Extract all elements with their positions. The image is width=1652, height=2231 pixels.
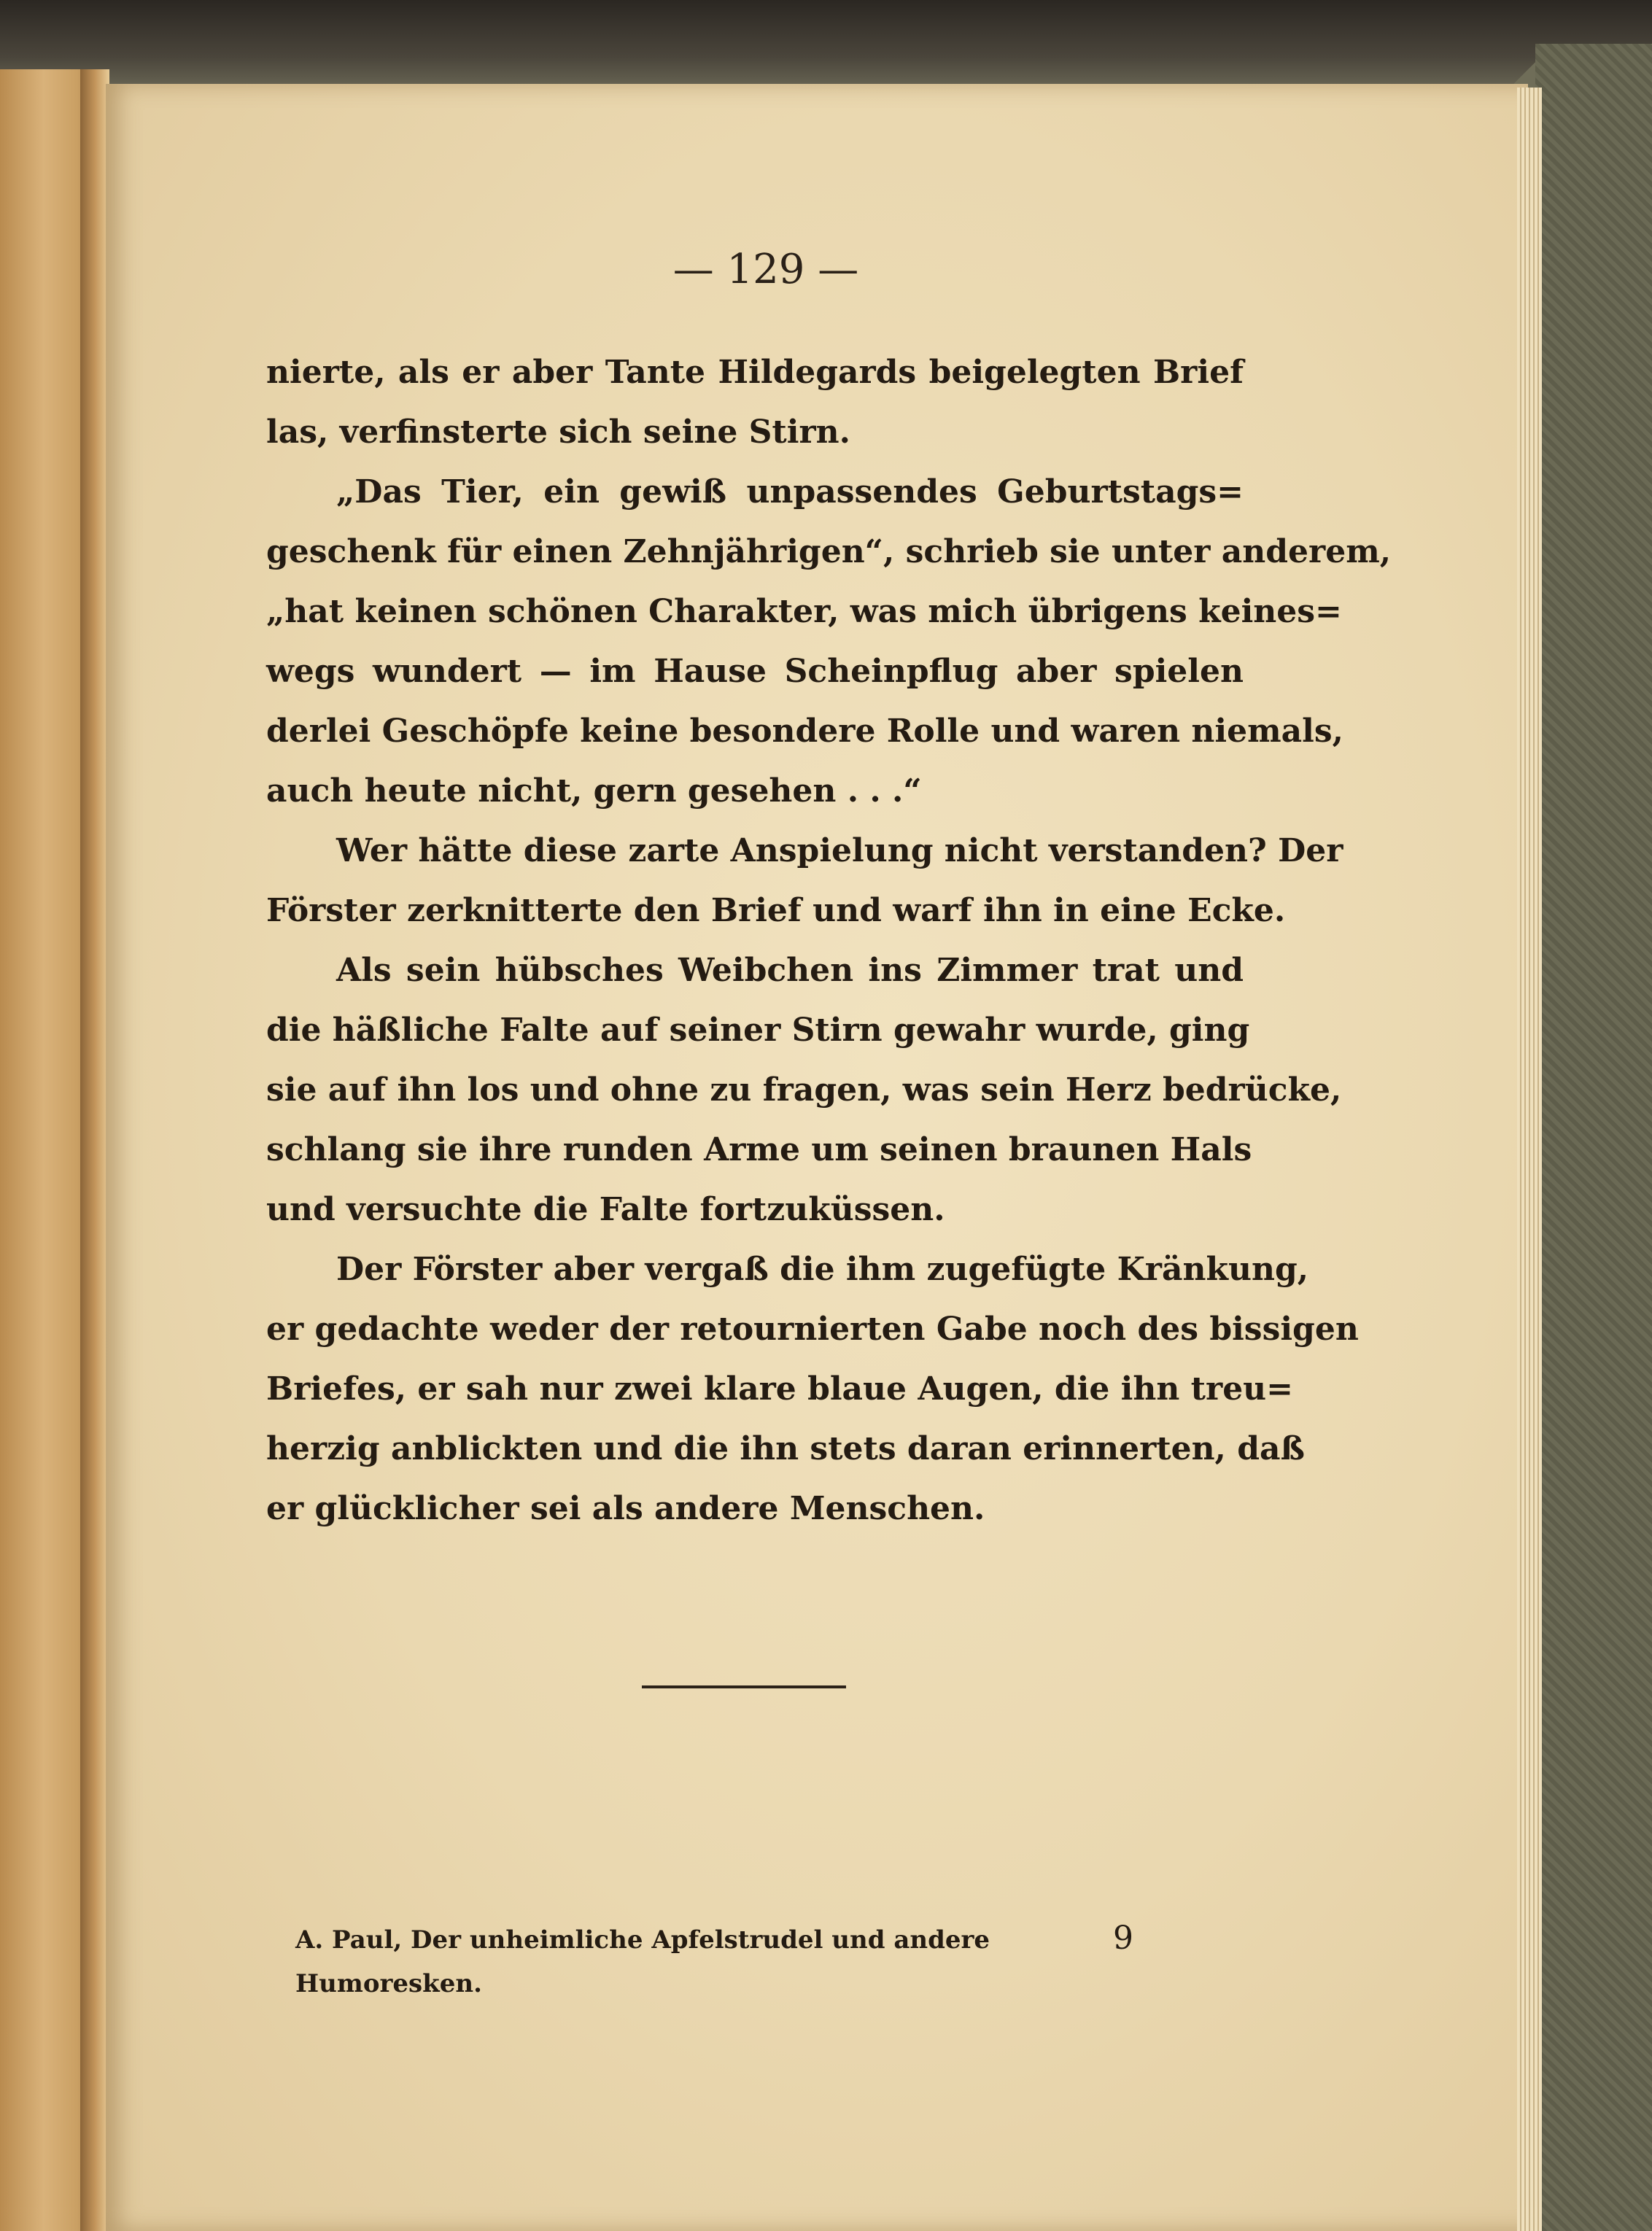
page-footer-imprint: A. Paul, Der unheimliche Apfelstrudel und andere Humoresken. <box>295 1925 990 1998</box>
text-line: Der Förster aber vergaß die ihm zugefügte Kränkung, <box>336 1251 1309 1288</box>
text-line: er gedachte weder der retournierten Gabe noch des bissigen <box>266 1311 1359 1348</box>
text-line: sie auf ihn los und ohne zu fragen, was sein Herz bedrücke, <box>266 1071 1342 1109</box>
page-number: — 129 — <box>672 246 859 293</box>
section-divider <box>642 1685 846 1688</box>
body-text <box>266 343 1392 1539</box>
text-line: wegs wundert — im Hause Scheinpflug aber spielen <box>266 653 1244 690</box>
text-line: auch heute nicht, gern gesehen . . .“ <box>266 772 922 810</box>
signature-mark: 9 <box>1113 1920 1133 1957</box>
text-line: „hat keinen schönen Charakter, was mich übrigens keines= <box>266 593 1342 630</box>
text-line: „Das Tier, ein gewiß unpassendes Geburtstags= <box>336 473 1244 511</box>
text-line: die häßliche Falte auf seiner Stirn gewahr wurde, ging <box>266 1012 1250 1049</box>
text-line: derlei Geschöpfe keine besondere Rolle und waren niemals, <box>266 713 1343 750</box>
text-line: herzig anblickten und die ihn stets daran erinnerten, daß <box>266 1430 1305 1467</box>
text-line: las, verfinsterte sich seine Stirn. <box>266 414 850 451</box>
text-line: Förster zerknitterte den Brief und warf ihn in eine Ecke. <box>266 892 1286 929</box>
text-line: und versuchte die Falte fortzuküssen. <box>266 1191 945 1228</box>
text-line: Wer hätte diese zarte Anspielung nicht verstanden? Der <box>336 832 1343 869</box>
text-line: schlang sie ihre runden Arme um seinen braunen Hals <box>266 1131 1252 1168</box>
text-line: Als sein hübsches Weibchen ins Zimmer trat und <box>336 952 1244 989</box>
text-line: nierte, als er aber Tante Hildegards beigelegten Brief <box>266 354 1244 391</box>
text-line: Briefes, er sah nur zwei klare blaue Augen, die ihn treu= <box>266 1370 1294 1408</box>
text-line: er glücklicher sei als andere Menschen. <box>266 1490 985 1527</box>
page-stack-edge <box>1517 88 1542 2231</box>
book-gutter <box>80 69 109 2231</box>
book-cover-right <box>1535 44 1652 2231</box>
text-line: geschenk für einen Zehnjährigen“, schrieb sie unter anderem, <box>266 533 1392 570</box>
